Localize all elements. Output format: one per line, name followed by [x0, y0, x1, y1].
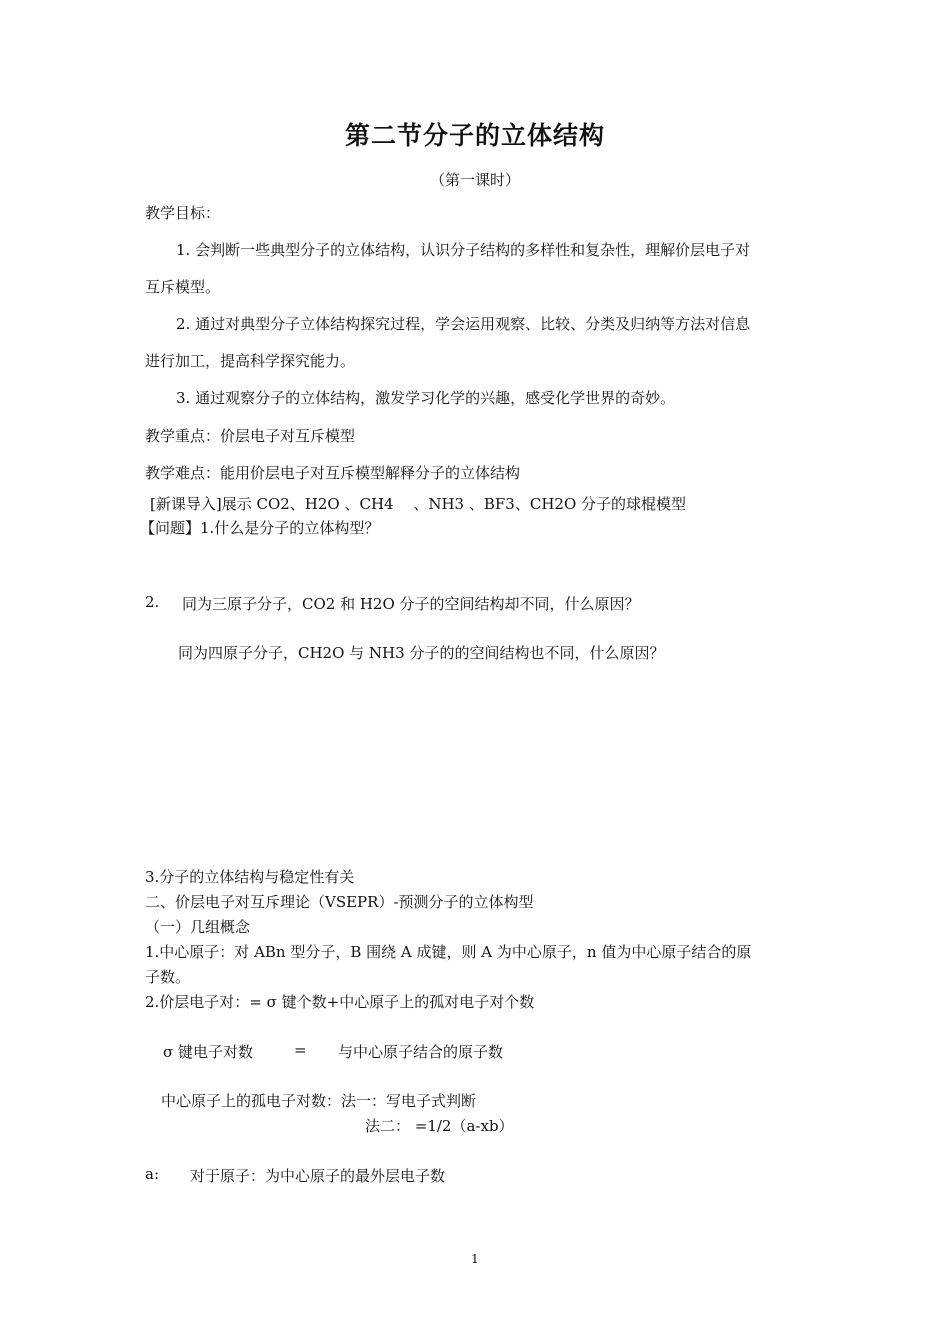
question-3: 3.分子的立体结构与稳定性有关: [145, 868, 355, 886]
subsection-1-heading: （一）几组概念: [145, 918, 251, 936]
a-definition-text: 对于原子：为中心原子的最外层电子数: [190, 1167, 446, 1185]
key-point: 教学重点：价层电子对互斥模型: [145, 427, 356, 445]
page-title: 第二节分子的立体结构: [344, 121, 605, 150]
section-2-heading: 二、价层电子对互斥理论（VSEPR）-预测分子的立体构型: [145, 893, 534, 911]
concept-1-line-2: 子数。: [145, 968, 191, 986]
objective-1-line-1: 1. 会判断一些典型分子的立体结构，认识分子结构的多样性和复杂性，理解价层电子对: [176, 241, 751, 259]
sigma-equals: =: [294, 1041, 307, 1059]
difficulty: 教学难点：能用价层电子对互斥模型解释分子的立体结构: [145, 464, 521, 482]
question-2-number: 2.: [145, 593, 160, 611]
objective-1-line-2: 互斥模型。: [145, 278, 221, 296]
page-number: 1: [471, 1252, 479, 1266]
lone-pair-method-2: 法二： =1/2（a-xb）: [365, 1117, 514, 1135]
concept-2: 2.价层电子对：= σ 键个数+中心原子上的孤对电子对个数: [145, 993, 535, 1011]
question-2: 同为三原子分子，CO2 和 H2O 分子的空间结构却不同，什么原因？: [182, 595, 640, 613]
sigma-value: 与中心原子结合的原子数: [338, 1043, 504, 1061]
lesson-subtitle: （第一课时）: [429, 171, 520, 189]
sigma-label: σ 键电子对数: [163, 1043, 254, 1061]
objective-2-line-1: 2. 通过对典型分子立体结构探究过程，学会运用观察、比较、分类及归纳等方法对信息: [176, 315, 751, 333]
a-definition-label: a:: [145, 1165, 159, 1183]
objective-2-line-2: 进行加工，提高科学探究能力。: [145, 352, 356, 370]
concept-1-line-1: 1.中心原子：对 ABn 型分子，B 围绕 A 成键，则 A 为中心原子，n 值为中心原子结合的原: [145, 943, 752, 961]
question-1: 【问题】1.什么是分子的立体构型？: [140, 519, 380, 537]
lone-pair-label: 中心原子上的孤电子对数：法一：写电子式判断: [161, 1092, 477, 1110]
objective-3: 3. 通过观察分子的立体结构，激发学习化学的兴趣，感受化学世界的奇妙。: [176, 389, 676, 407]
new-lesson-intro: [新课导入]展示 CO2、H2O 、CH4 、NH3 、BF3、CH2O 分子的球棍模型: [150, 495, 687, 513]
question-2b: 同为四原子分子，CH2O 与 NH3 分子的的空间结构也不同，什么原因？: [178, 644, 665, 662]
objectives-heading: 教学目标：: [145, 204, 221, 222]
